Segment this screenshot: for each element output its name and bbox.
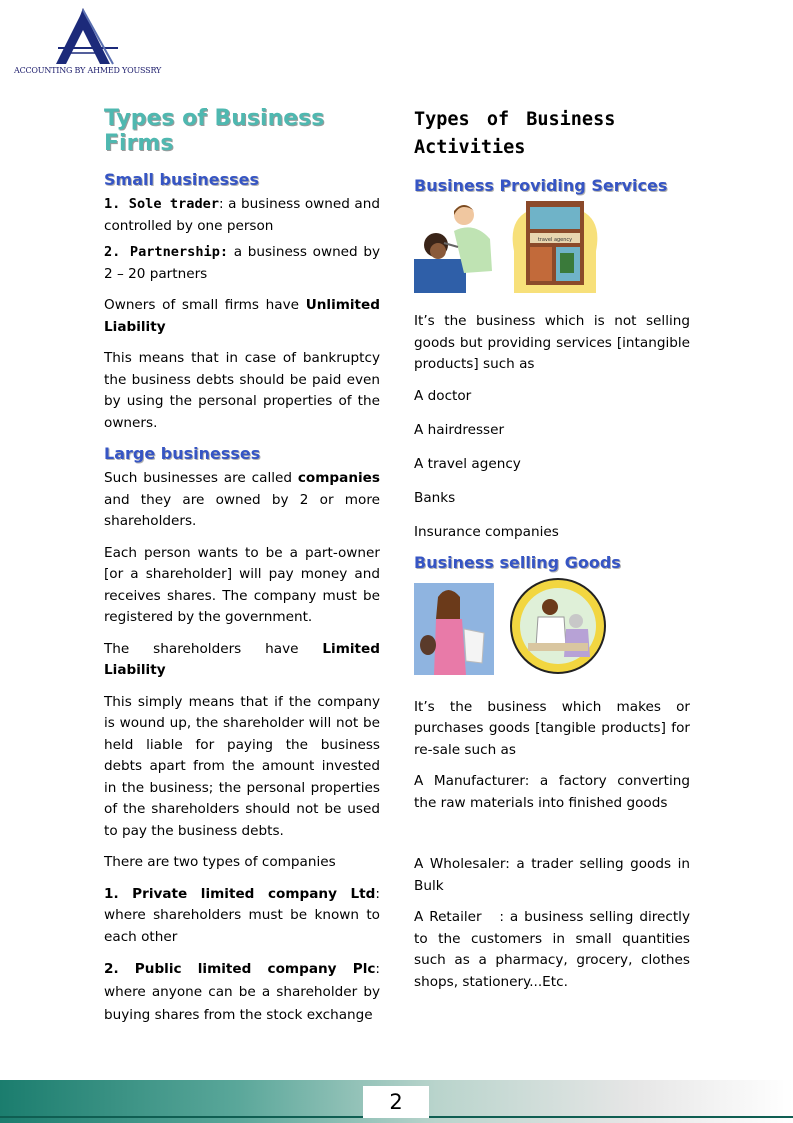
private-company-paragraph	[104, 884, 380, 949]
limited-liability-paragraph	[104, 639, 380, 682]
called-text: Such businesses are called	[104, 470, 298, 486]
shareholders-text: The shareholders have	[104, 640, 323, 657]
called-rest: and they are owned by 2 or more shareholders.	[104, 491, 380, 529]
retailer-item: A Retailer : a business selling directly to the customers in small quantities such as a pharmacy, grocery, clothes shops, stationery...Etc.	[414, 909, 695, 990]
service-item: Banks	[414, 489, 456, 506]
shopper-illustration-icon	[414, 583, 494, 675]
part-owner-paragraph: Each person wants to be a part-owner [or a shareholder] will pay money and receives shares. The company must be registered by the government.	[104, 544, 380, 625]
hairdresser-illustration-icon	[414, 201, 494, 293]
private-company-text: : where shareholders must be known to each other	[104, 885, 380, 945]
partnership-paragraph	[104, 242, 380, 285]
public-company-label: 2. Public limited company Plc	[104, 961, 376, 977]
goods-images	[414, 577, 690, 675]
companies-term: companies	[297, 470, 380, 486]
service-item: Insurance companies	[414, 523, 559, 540]
owners-text: Owners of small firms have	[104, 297, 306, 313]
wholesaler-item: A Wholesaler: a trader selling goods in Bulk	[414, 856, 690, 894]
bankruptcy-paragraph: This means that in case of bankruptcy the business debts should be paid even by using the personal properties of the owners.	[104, 350, 380, 431]
goods-heading: Business selling Goods	[414, 552, 621, 572]
unlimited-liability-term: Unlimited Liability	[104, 297, 380, 335]
service-item: A doctor	[414, 387, 472, 404]
sole-trader-label: 1. Sole trader	[104, 196, 220, 212]
logo-text: ACCOUNTING BY AHMED YOUSSRY	[14, 66, 162, 75]
public-company-text: : where anyone can be a shareholder by buying shares from the stock exchange	[104, 961, 380, 1023]
right-column	[414, 106, 695, 1003]
sole-trader-paragraph	[104, 194, 380, 237]
page-title: Types of Business Firms	[104, 106, 325, 156]
travel-agency-sign: travel agency	[537, 237, 573, 243]
services-heading: Business Providing Services	[414, 176, 668, 195]
services-description: It’s the business which is not selling goods but providing services [intangible products] such as	[414, 313, 690, 372]
service-item: A travel agency	[414, 455, 521, 472]
service-item: A hairdresser	[414, 421, 505, 438]
companies-paragraph	[104, 468, 380, 533]
wound-up-paragraph: This simply means that if the company is wound up, the shareholder will not be held liable for paying the business debts apart from the amount invested in the business; the personal properties of the shareholders should not be used to pay the business debts.	[104, 693, 380, 839]
pharmacy-illustration-icon	[508, 577, 608, 675]
private-company-label: 1. Private limited company Ltd	[104, 885, 376, 902]
page-number: 2	[363, 1086, 429, 1118]
partnership-text: a business owned by 2 – 20 partners	[104, 244, 380, 282]
goods-description: It’s the business which makes or purchases goods [tangible products] for re-sale such as	[414, 698, 690, 758]
spacer	[414, 824, 690, 854]
limited-liability-term: Limited Liability	[104, 640, 380, 678]
public-company-paragraph	[104, 958, 380, 1027]
sole-trader-text: : a business owned and controlled by one person	[104, 196, 380, 234]
travel-agency-shop-icon	[508, 201, 602, 293]
activities-title: Types of Business Activities	[414, 109, 616, 158]
unlimited-liability-paragraph	[104, 295, 380, 338]
two-types-paragraph: There are two types of companies	[104, 854, 336, 870]
manufacturer-item: A Manufacturer: a factory converting the raw materials into finished goods	[414, 773, 690, 811]
services-images	[414, 201, 690, 293]
left-column	[104, 106, 380, 1037]
large-businesses-heading: Large businesses	[104, 444, 261, 463]
small-businesses-heading: Small businesses	[104, 170, 260, 189]
partnership-label: 2. Partnership:	[104, 244, 229, 260]
